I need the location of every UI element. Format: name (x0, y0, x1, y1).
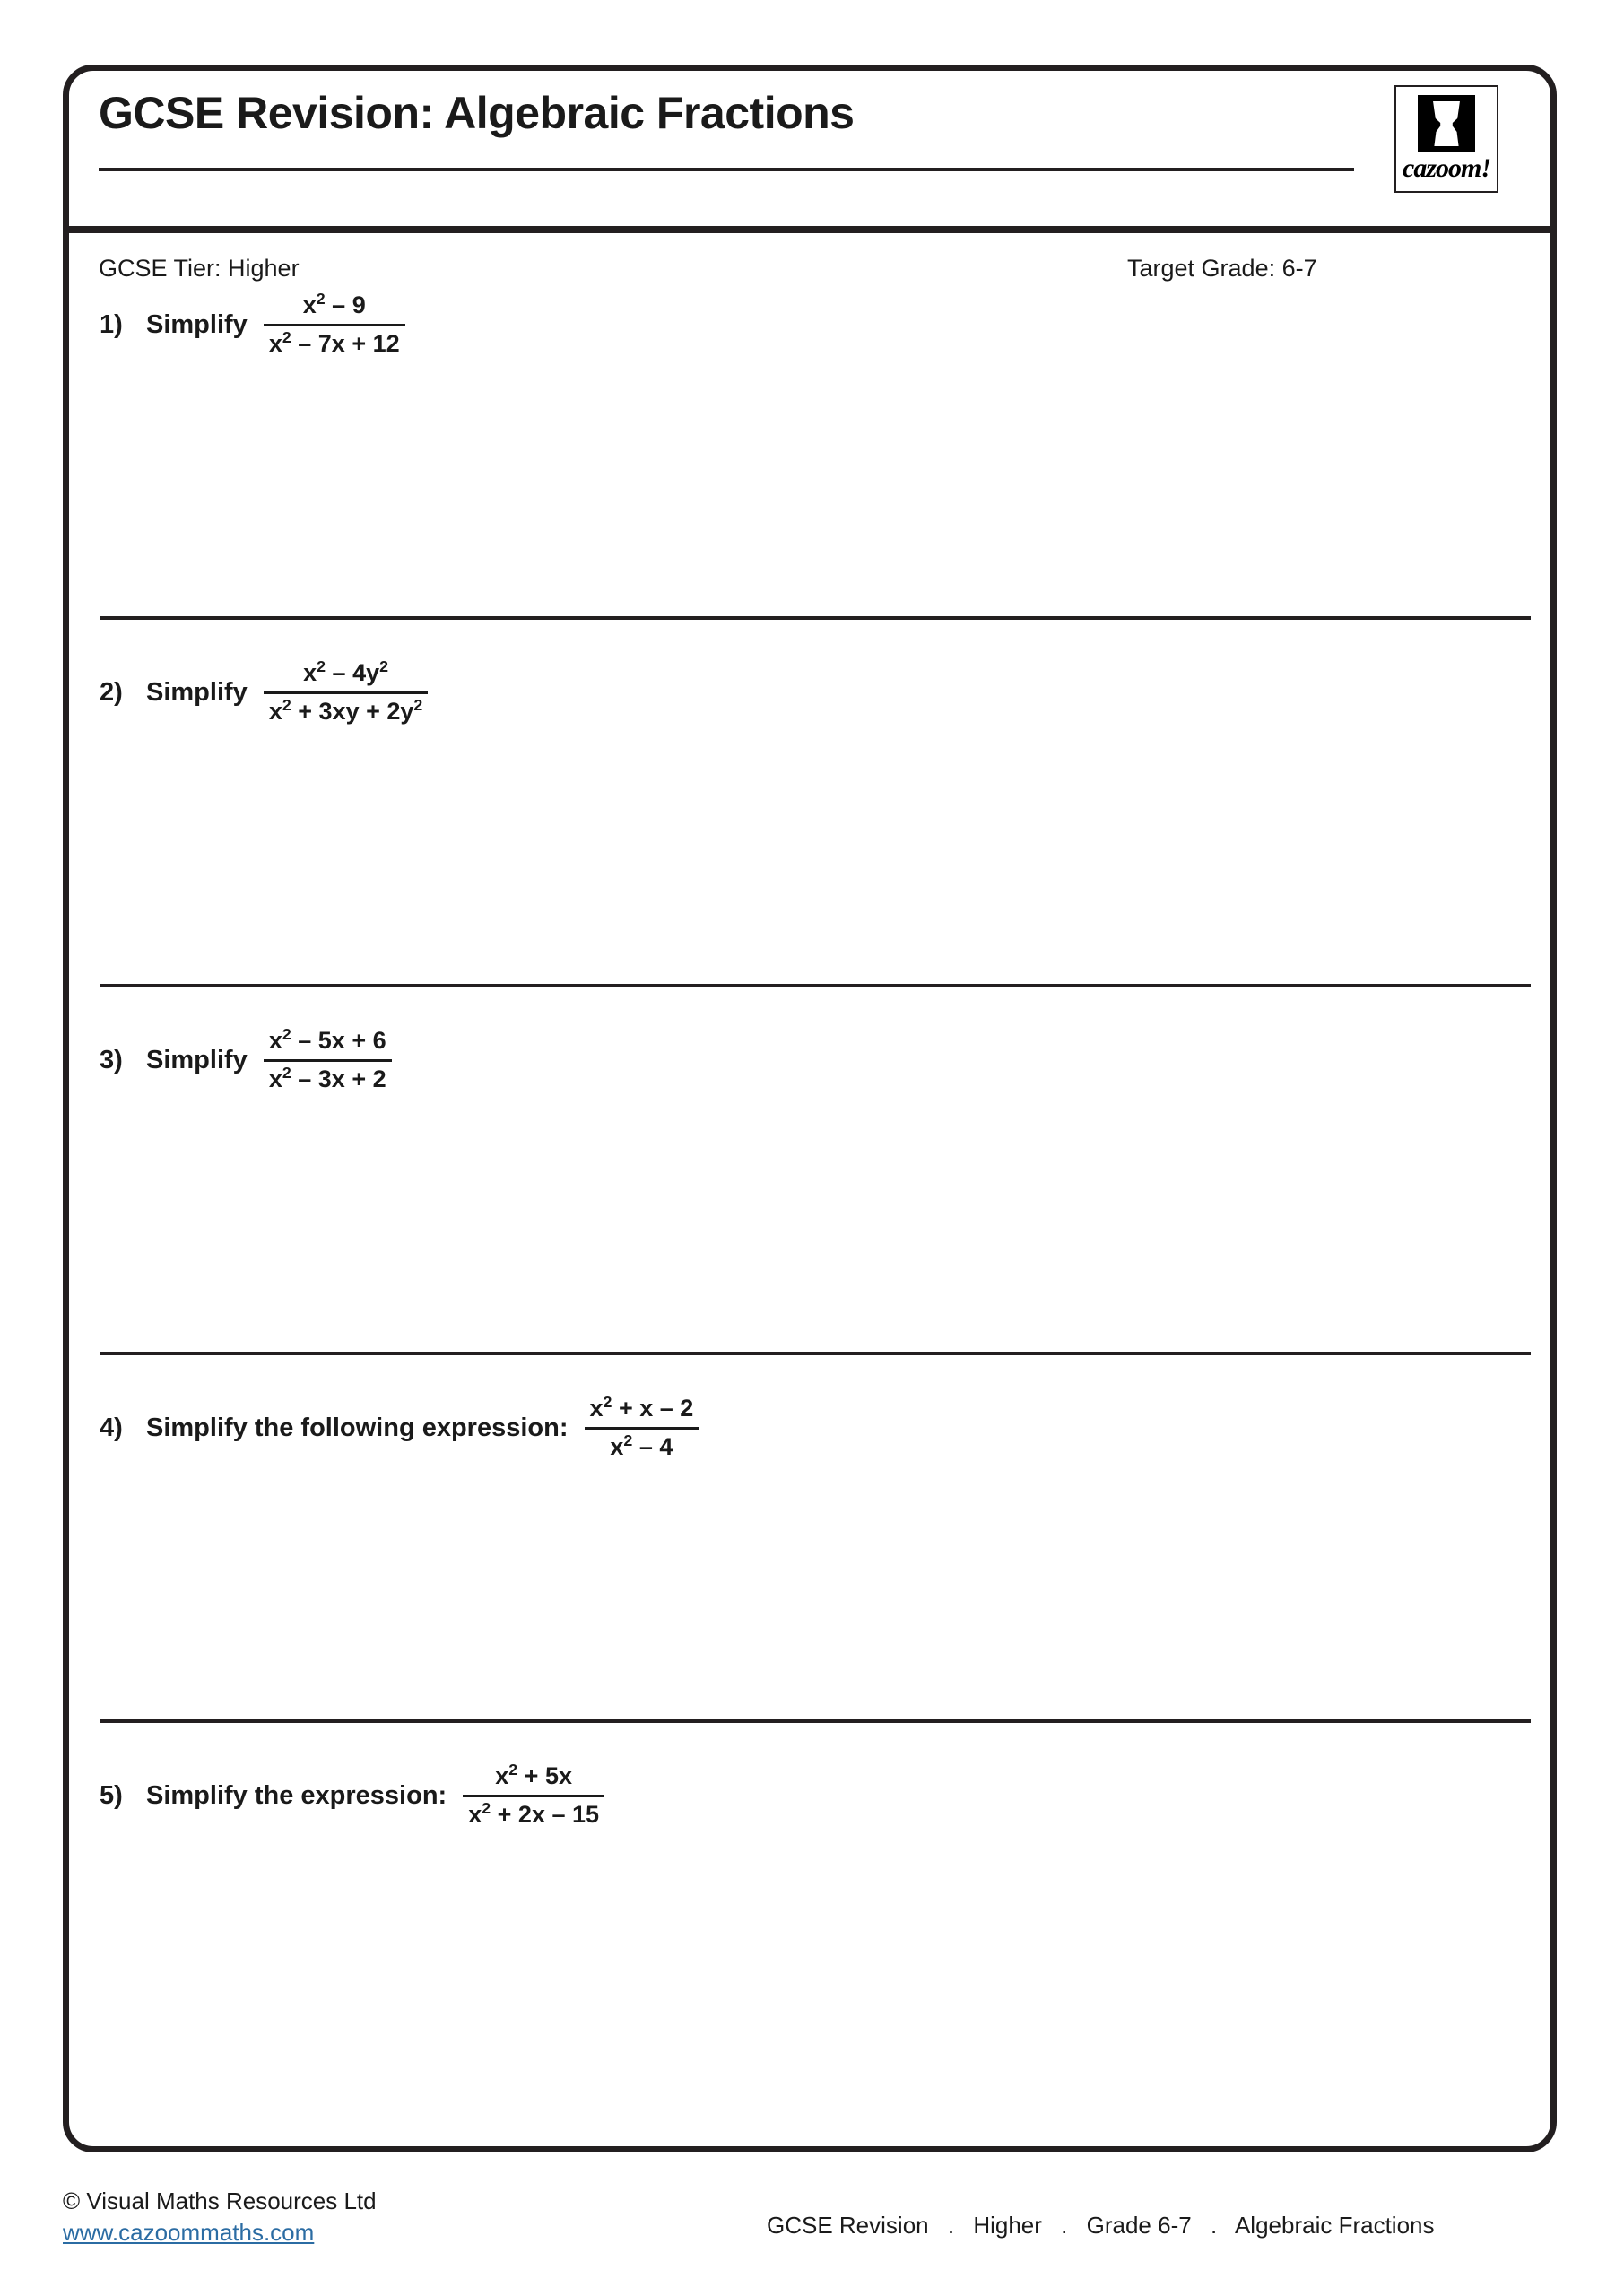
fraction-bar (264, 324, 405, 326)
algebraic-fraction (264, 659, 429, 726)
fraction-numerator: $x^2 - 9$ (302, 290, 366, 318)
gcse-tier-label: GCSE Tier: Higher (99, 255, 300, 282)
worksheet-header (69, 71, 1550, 282)
question-row (100, 1762, 604, 1830)
fraction-numerator: $x^2 + x - 2$ (589, 1393, 694, 1422)
question-prompt: Simplify (146, 677, 248, 707)
copyright-text: © Visual Maths Resources Ltd (63, 2187, 377, 2214)
fraction-denominator: $x^2 + 3xy + 2y^2$ (268, 695, 423, 725)
fraction-numerator: $x^2 - 5x + 6$ (268, 1025, 386, 1054)
question-block (69, 984, 1550, 1352)
question-separator-rule (100, 616, 1531, 620)
question-separator-rule (100, 1719, 1531, 1723)
question-block (69, 1719, 1550, 2087)
footer-breadcrumb (767, 2212, 1435, 2239)
cazoom-drum-icon (1418, 95, 1475, 152)
drum-glyph (1431, 101, 1462, 146)
question-prompt: Simplify the expression: (146, 1780, 447, 1810)
breadcrumb-separator-1: . (1061, 2212, 1068, 2239)
question-block (69, 1352, 1550, 1719)
fraction-bar (264, 691, 429, 694)
question-block (69, 248, 1550, 616)
question-number: 4) (100, 1413, 123, 1442)
cazoom-logo-wordmark: cazoom! (1403, 153, 1490, 183)
question-prompt: Simplify the following expression: (146, 1413, 569, 1442)
header-divider-rule (68, 226, 1551, 233)
algebraic-fraction (463, 1762, 604, 1830)
fraction-denominator: $x^2 - 3x + 2$ (268, 1063, 386, 1092)
cazoom-logo (1394, 85, 1498, 193)
question-separator-rule (100, 984, 1531, 987)
question-separator-rule (100, 1352, 1531, 1355)
footer-left (63, 2186, 377, 2248)
question-row (100, 659, 428, 726)
fraction-numerator: $x^2 + 5x$ (495, 1761, 572, 1789)
worksheet-frame (63, 65, 1557, 2152)
question-number: 1) (100, 309, 123, 339)
fraction-denominator: $x^2 - 4$ (610, 1431, 673, 1460)
fraction-bar (264, 1059, 392, 1062)
fraction-bar (463, 1795, 604, 1797)
question-row (100, 1395, 699, 1462)
target-grade-label: Target Grade: 6-7 (1127, 255, 1317, 282)
question-number: 5) (100, 1780, 123, 1810)
algebraic-fraction (264, 1027, 392, 1094)
fraction-numerator: $x^2 - 4y^2$ (303, 657, 389, 686)
breadcrumb-item-2: Grade 6-7 (1086, 2212, 1192, 2239)
title-underline-rule (99, 168, 1354, 171)
breadcrumb-item-0: GCSE Revision (767, 2212, 929, 2239)
question-row (100, 1027, 392, 1094)
fraction-bar (585, 1427, 699, 1430)
fraction-denominator: $x^2 - 7x + 12$ (268, 327, 400, 357)
breadcrumb-separator-0: . (947, 2212, 955, 2239)
page-title: GCSE Revision: Algebraic Fractions (99, 88, 855, 138)
question-number: 3) (100, 1045, 123, 1074)
fraction-denominator: $x^2 + 2x - 15$ (468, 1798, 600, 1828)
breadcrumb-separator-2: . (1210, 2212, 1218, 2239)
question-row (100, 291, 405, 359)
website-link[interactable]: www.cazoommaths.com (63, 2219, 315, 2247)
question-prompt: Simplify (146, 1045, 248, 1074)
algebraic-fraction (264, 291, 405, 359)
algebraic-fraction (585, 1395, 699, 1462)
question-block (69, 616, 1550, 984)
breadcrumb-item-1: Higher (973, 2212, 1042, 2239)
breadcrumb-item-3: Algebraic Fractions (1234, 2212, 1435, 2239)
question-prompt: Simplify (146, 309, 248, 339)
question-number: 2) (100, 677, 123, 707)
